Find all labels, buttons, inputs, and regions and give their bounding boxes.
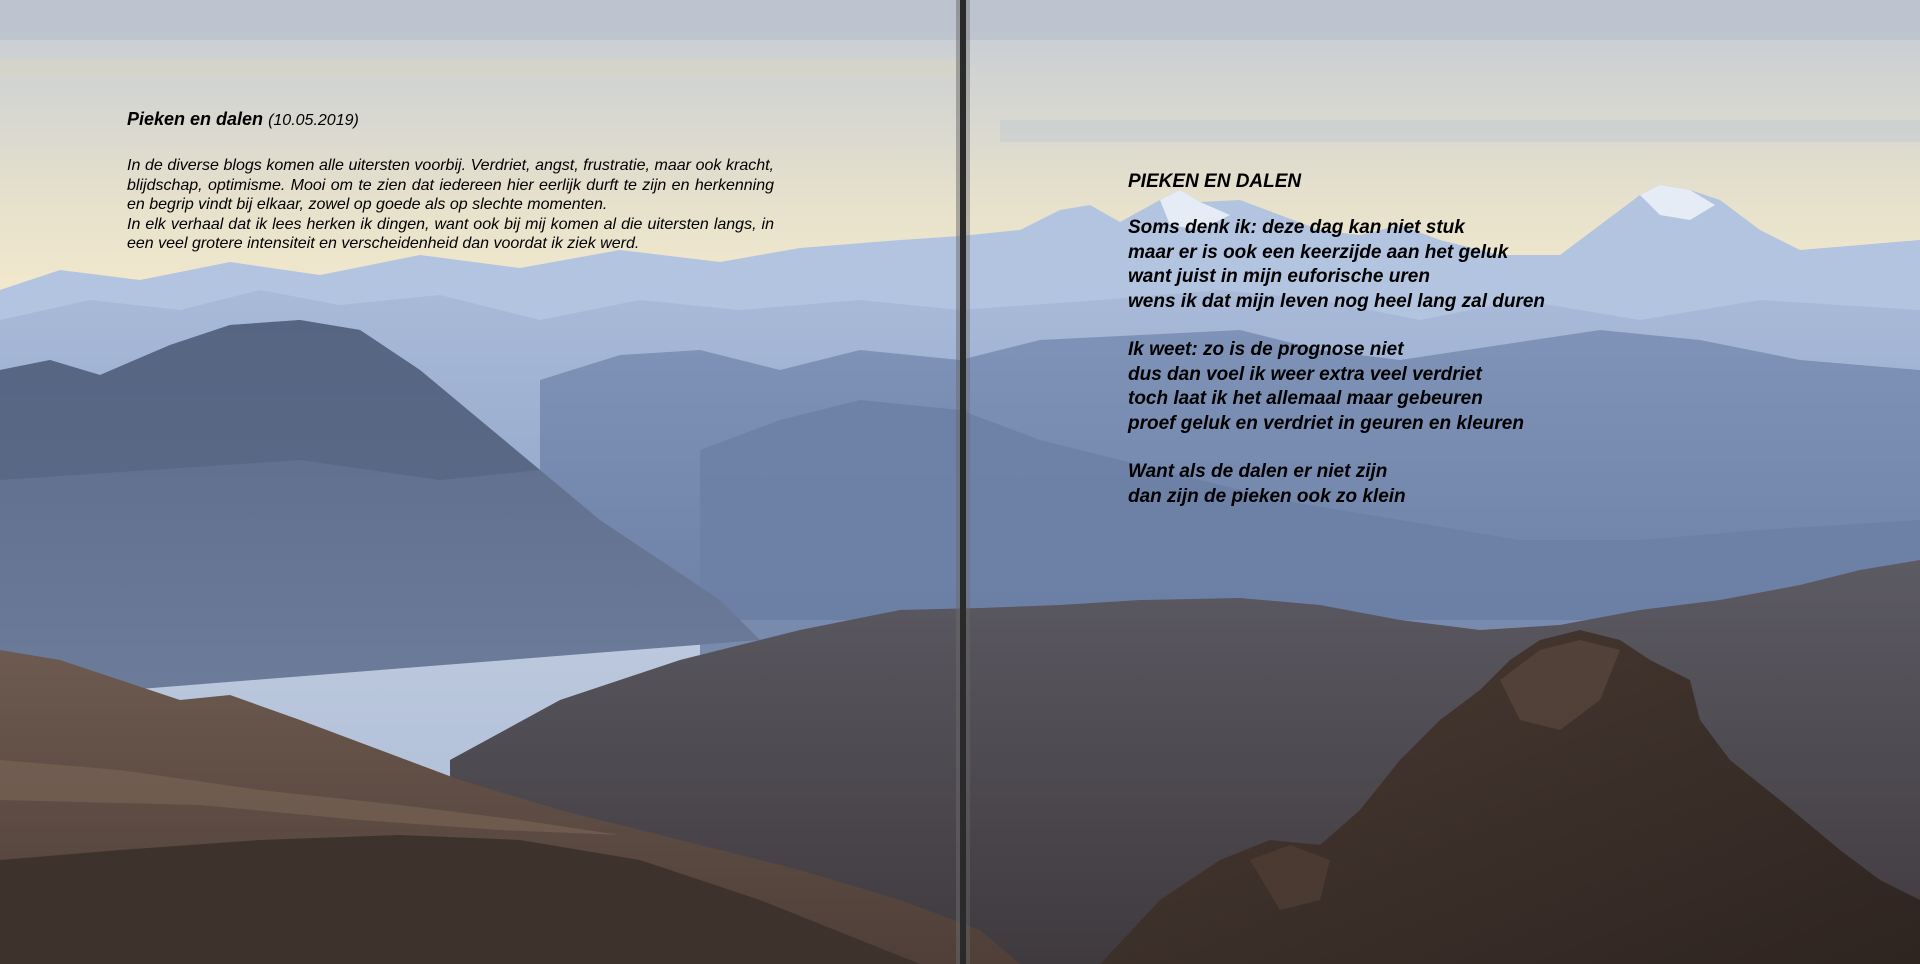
poem-line: maar er is ook een keerzijde aan het geluk (1128, 241, 1509, 263)
poem-line: proef geluk en verdriet in geuren en kleuren (1128, 412, 1524, 434)
poem-block (1128, 170, 1828, 533)
poem-title: PIEKEN EN DALEN (1128, 171, 1302, 192)
poem-line: dan zijn de pieken ook zo klein (1128, 485, 1406, 507)
poem-line: Soms denk ik: deze dag kan niet stuk (1128, 217, 1465, 238)
poem-line: Want als de dalen er niet zijn (1128, 461, 1388, 482)
poem-line: Ik weet: zo is de prognose niet (1128, 339, 1404, 360)
blog-date: (10.05.2019) (268, 112, 359, 129)
poem-stanza (1128, 338, 1828, 436)
blog-paragraph: In de diverse blogs komen alle uitersten voorbij. Verdriet, angst, frustratie, maar ook kracht, blijdschap, optimisme. Mooi om te zien dat iedereen hier eerlijk durft te zijn en herkenning en begrip vindt bij elkaar, zowel op goede als op slechte momenten. (127, 157, 774, 213)
poem-stanza (1128, 216, 1828, 314)
poem-stanza (1128, 460, 1828, 509)
poem-line: toch laat ik het allemaal maar gebeuren (1128, 388, 1483, 409)
poem-line: wens ik dat mijn leven nog heel lang zal duren (1128, 290, 1546, 312)
poem-line: dus dan voel ik weer extra veel verdriet (1128, 363, 1482, 385)
blog-paragraph: In elk verhaal dat ik lees herken ik dingen, want ook bij mij komen al die uitersten langs, in een veel grotere intensiteit en verscheidenheid dan voordat ik ziek werd. (127, 215, 774, 252)
blog-text-block (127, 108, 774, 254)
poem-line: want juist in mijn euforische uren (1128, 266, 1430, 287)
blog-title (127, 108, 774, 132)
blog-title-text: Pieken en dalen (127, 109, 264, 129)
